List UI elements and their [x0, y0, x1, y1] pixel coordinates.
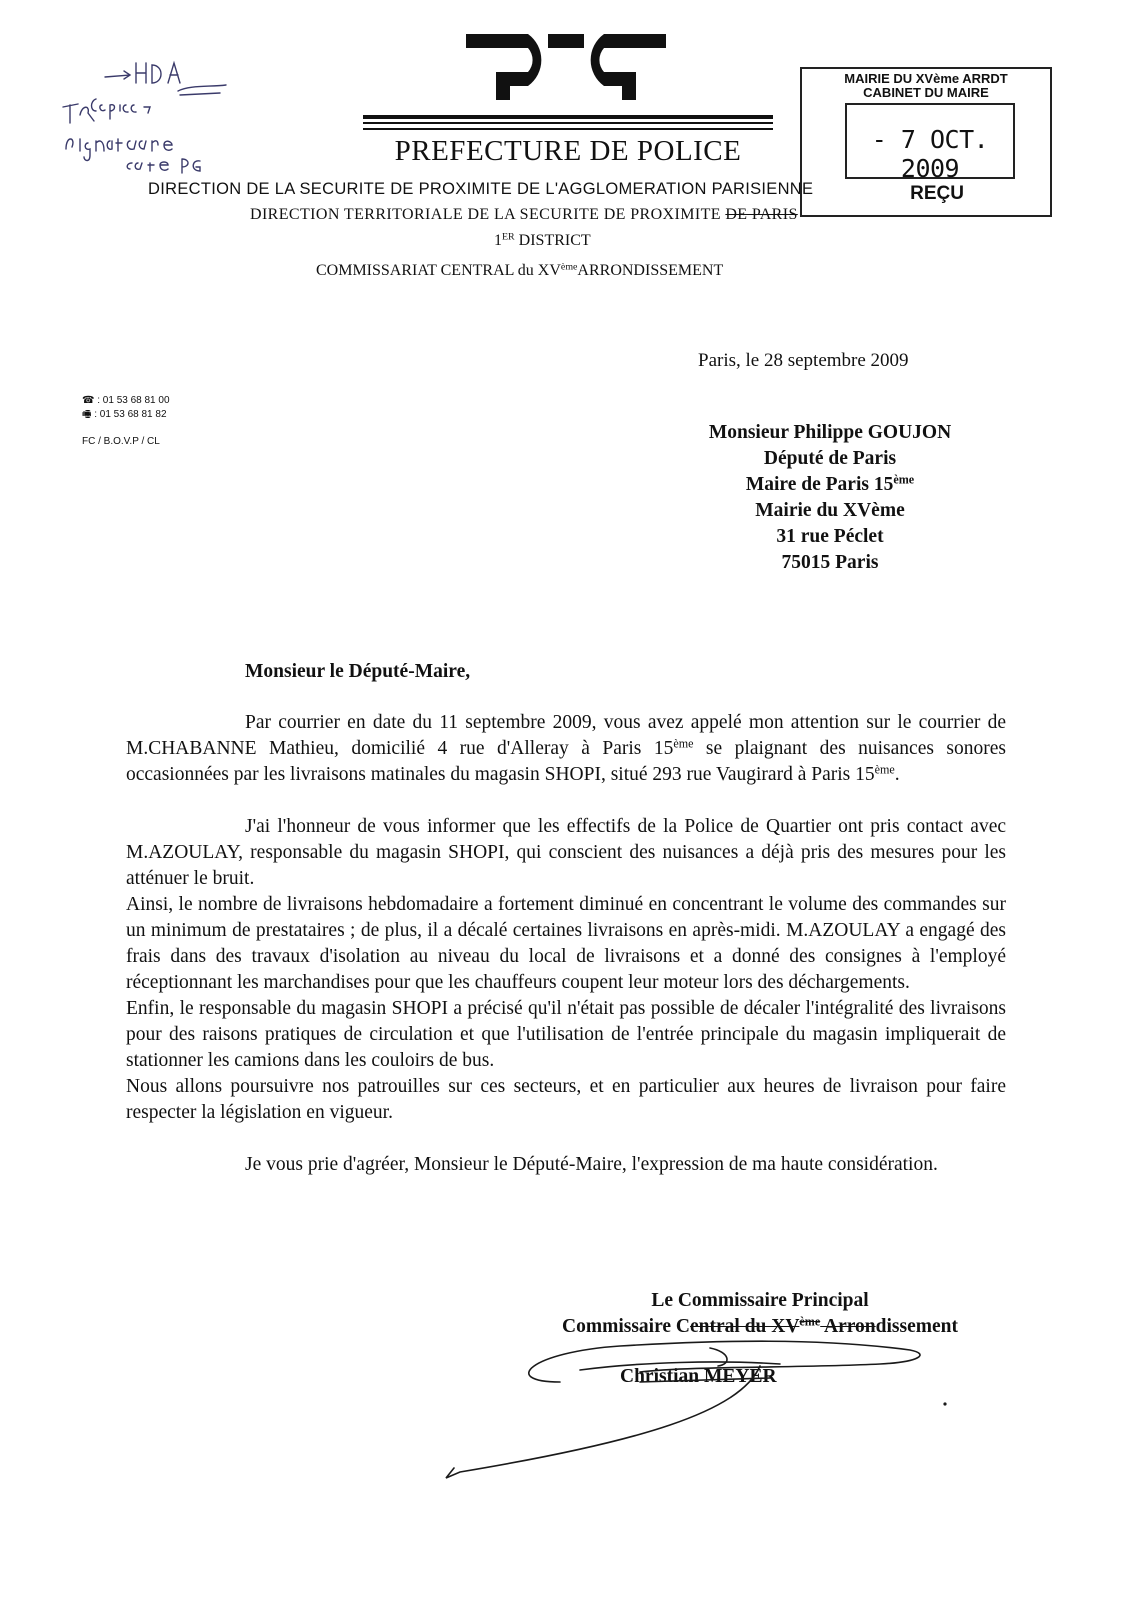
fax-number: 🖷 : 01 53 68 81 82 — [82, 409, 167, 420]
paragraph: Ainsi, le nombre de livraisons hebdomadaire a fortement diminué en concentrant le volume des commandes sur un minimum de prestataires ; de plus, il a décalé certaines livraisons en après-midi. M.AZOULAY a engagé des frais dans des travaux d'isolation au niveau du local de livraisons et a donné des consignes à l'employé réceptionnant les marchandises pour que les chauffeurs coupent leur moteur lors des déchargements. — [126, 894, 1006, 993]
stamp-date: - 7 OCT. 2009 — [871, 125, 989, 183]
header-rule — [363, 115, 773, 119]
header-rule — [363, 128, 773, 130]
reference-code: FC / B.O.V.P / CL — [82, 436, 160, 447]
letter-body — [126, 710, 1006, 1178]
prefecture-logo — [466, 34, 666, 100]
phone-number: ☎ : 01 53 68 81 00 — [82, 395, 170, 406]
recipient-name: Monsieur Philippe GOUJON — [708, 422, 952, 443]
recipient-address — [620, 420, 1040, 576]
signatory-title-1: Le Commissaire Principal — [651, 1290, 869, 1311]
handwritten-note — [60, 55, 260, 175]
paragraph: Nous allons poursuivre nos patrouilles sur ces secteurs, et en particulier aux heures de livraison pour faire respecter la législation en vigueur. — [126, 1076, 1006, 1123]
place-date: Paris, le 28 septembre 2009 — [698, 350, 909, 371]
header-rule — [363, 122, 773, 124]
prefecture-title: PREFECTURE DE POLICE — [394, 135, 742, 167]
contact-block — [82, 394, 170, 422]
recipient-line: Maire de Paris 15ème — [745, 472, 915, 495]
stamp-line-2: CABINET DU MAIRE — [863, 85, 989, 100]
signatory-title-2: Commissaire Central du XVème Arrondissement — [562, 1314, 958, 1337]
received-stamp — [800, 67, 1052, 217]
salutation: Monsieur le Député-Maire, — [245, 661, 471, 682]
paragraph: Enfin, le responsable du magasin SHOPI a précisé qu'il n'était pas possible de décaler l'intégralité des livraisons pour des raisons pratiques de circulation et que l'utilisation de l'entrée principale du magasin impliquerait de stationner les camions dans les couloirs de bus. — [126, 998, 1006, 1071]
handwritten-signature — [440, 1322, 950, 1492]
stamp-received: REÇU — [910, 183, 964, 204]
recipient-line: Député de Paris — [763, 448, 897, 469]
direction-line-2: DIRECTION TERRITORIALE DE LA SECURITE DE PROXIMITE DE PARIS — [250, 206, 798, 223]
recipient-line: 75015 Paris — [781, 552, 879, 573]
signatory-name: Christian MEYER — [620, 1366, 777, 1387]
district-line: 1ER DISTRICT — [494, 231, 591, 249]
direction-line-1: DIRECTION DE LA SECURITE DE PROXIMITE DE L'AGGLOMERATION PARISIENNE — [148, 180, 814, 198]
stamp-line-1: MAIRIE DU XVème ARRDT — [844, 71, 1008, 86]
closing-formula: Je vous prie d'agréer, Monsieur le Député-Maire, l'expression de ma haute considération. — [245, 1154, 938, 1175]
recipient-line: Mairie du XVème — [755, 500, 905, 521]
stamp-date-box — [845, 103, 1015, 183]
recipient-line: 31 rue Péclet — [776, 526, 884, 547]
paragraph: J'ai l'honneur de vous informer que les effectifs de la Police de Quartier ont pris contact avec M.AZOULAY, responsable du magasin SHOPI, qui conscient des nuisances a déjà pris des mesures pour les atténuer le bruit. — [126, 816, 1006, 889]
paragraph: Par courrier en date du 11 septembre 2009, vous avez appelé mon attention sur le courrier de M.CHABANNE Mathieu, domicilié 4 rue d'Alleray à Paris 15ème se plaignant des nuisances sonores occasionnées par les livraisons matinales du magasin SHOPI, situé 293 rue Vaugirard à Paris 15ème. — [126, 712, 1006, 785]
commissariat-line: COMMISSARIAT CENTRAL du XVèmeARRONDISSEMENT — [316, 261, 724, 279]
